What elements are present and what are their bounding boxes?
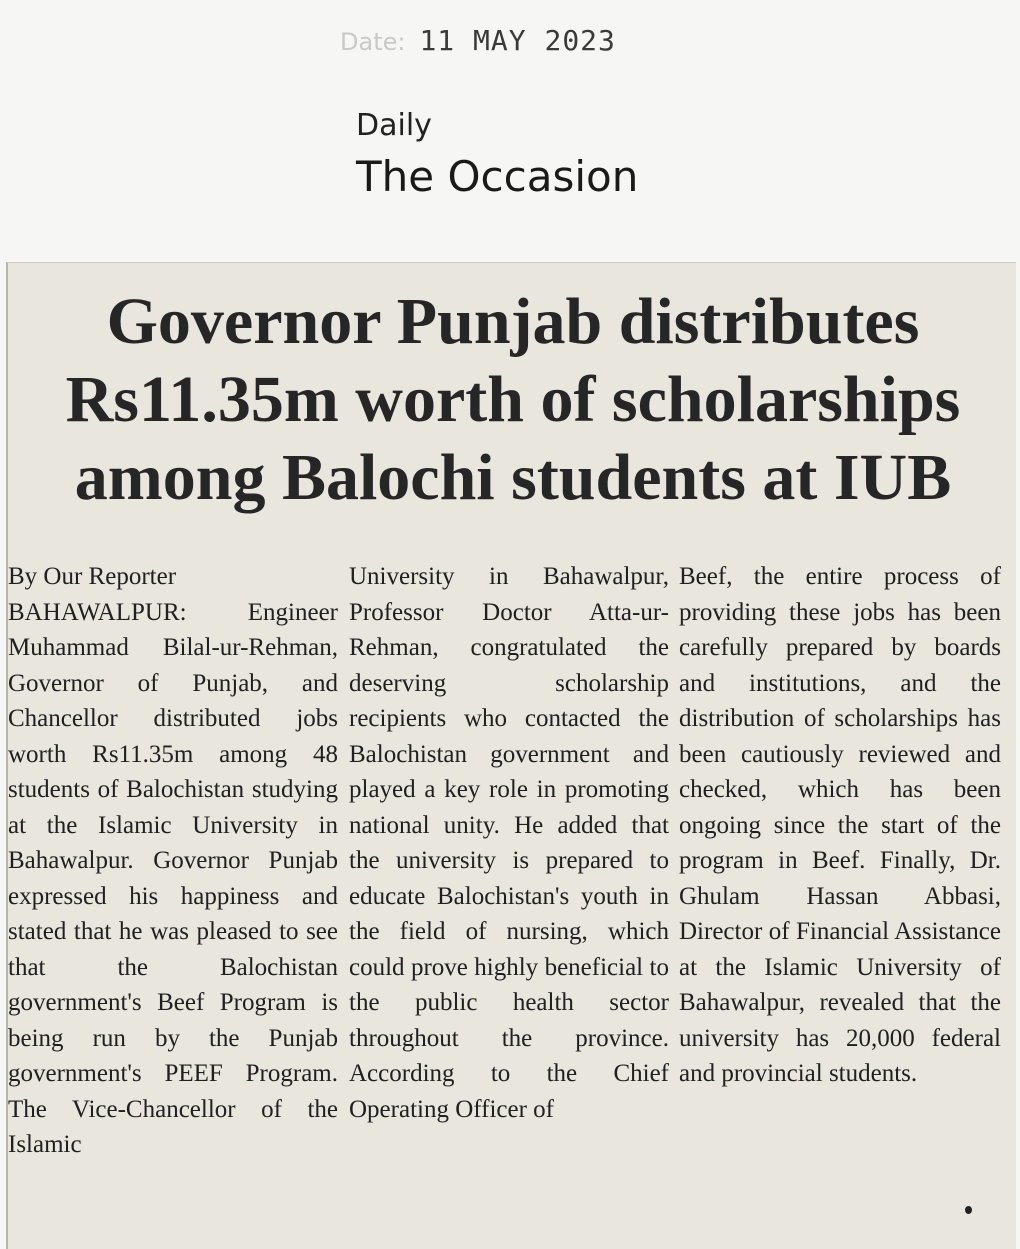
date-label: Date: — [340, 28, 406, 56]
publication-frequency: Daily — [356, 108, 432, 143]
date-value: 11 MAY 2023 — [419, 24, 616, 57]
ink-dot-mark — [965, 1206, 972, 1214]
article-headline: Governor Punjab distributes Rs11.35m worth of scholarships among Balochi students at IUB — [65, 285, 961, 514]
column-2-text: University in Bahawalpur, Professor Doctor Atta-ur-Rehman, congratulated the deserving scholarship recipients who contacted the Balochistan government and played a key role in promoting national unity. He added that the university is prepared to educate Balochistan's youth in the field of nursing, which could prove highly beneficial to the public health sector throughout the province. According to the Chief Operating Officer of — [349, 563, 669, 1123]
column-1-text: BAHAWALPUR: Engineer Muhammad Bilal-ur-Rehman, Governor of Punjab, and Chancellor distributed jobs worth Rs11.35m among 48 students of Balochistan studying at the Islamic University in Bahawalpur. Governor Punjab expressed his happiness and stated that he was pleased to see that the Balochistan government's Beef Program is being run by the Punjab government's PEEF Program. The Vice-Chancellor of the Islamic — [8, 598, 338, 1158]
publication-name: The Occasion — [356, 152, 639, 201]
date-stamp — [340, 24, 616, 57]
article-body — [8, 559, 1016, 1249]
column-3-text: Beef, the entire process of providing these jobs has been carefully prepared by boards and institutions, and the distribution of scholarships has been cautiously reviewed and checked, which has been ongoing since the start of the program in Beef. Finally, Dr. Ghulam Hassan Abbasi, Director of Financial Assistance at the Islamic University of Bahawalpur, revealed that the university has 20,000 federal and provincial students. — [679, 563, 1001, 1087]
article-byline: By Our Reporter — [8, 563, 177, 590]
article-column-3 — [679, 559, 1001, 1092]
article-column-2 — [349, 559, 669, 1127]
newspaper-clipping — [6, 262, 1016, 1249]
article-column-1 — [8, 559, 338, 1163]
